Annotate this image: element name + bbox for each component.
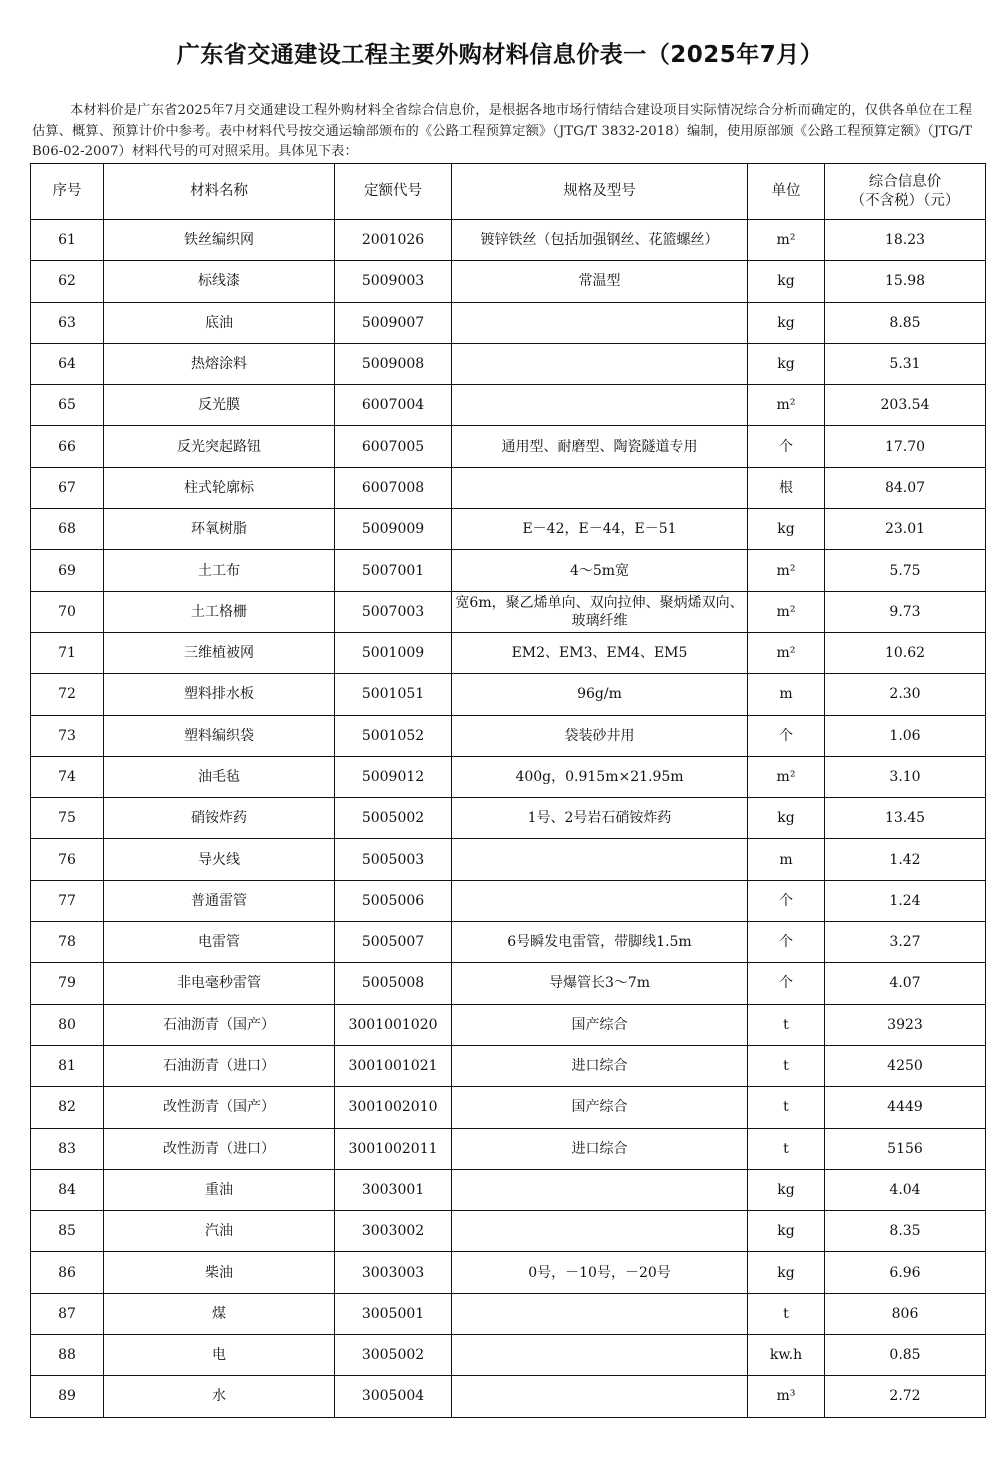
cell-spec: 进口综合 <box>452 1128 748 1169</box>
cell-unit: t <box>748 1004 825 1045</box>
table-row <box>31 1004 986 1045</box>
cell-price: 5156 <box>825 1128 986 1169</box>
cell-spec: 常温型 <box>452 261 748 302</box>
cell-name: 汽油 <box>104 1211 335 1252</box>
table-row <box>31 385 986 426</box>
cell-code: 5007001 <box>335 550 452 591</box>
cell-seq: 81 <box>31 1045 104 1086</box>
cell-seq: 62 <box>31 261 104 302</box>
cell-price: 4.07 <box>825 963 986 1004</box>
cell-spec: 国产综合 <box>452 1004 748 1045</box>
cell-price: 4.04 <box>825 1169 986 1210</box>
cell-name: 石油沥青（进口） <box>104 1045 335 1086</box>
cell-code: 5005006 <box>335 880 452 921</box>
cell-price: 4449 <box>825 1087 986 1128</box>
cell-name: 石油沥青（国产） <box>104 1004 335 1045</box>
cell-price: 2.72 <box>825 1376 986 1417</box>
cell-seq: 67 <box>31 467 104 508</box>
cell-code: 5005008 <box>335 963 452 1004</box>
cell-seq: 80 <box>31 1004 104 1045</box>
cell-price: 5.31 <box>825 343 986 384</box>
cell-code: 5005002 <box>335 798 452 839</box>
cell-unit: kw.h <box>748 1335 825 1376</box>
header-name: 材料名称 <box>104 164 335 220</box>
cell-unit: kg <box>748 261 825 302</box>
cell-seq: 88 <box>31 1335 104 1376</box>
cell-price: 3.27 <box>825 922 986 963</box>
cell-code: 5009012 <box>335 756 452 797</box>
cell-seq: 75 <box>31 798 104 839</box>
cell-spec: 0号，－10号，－20号 <box>452 1252 748 1293</box>
table-row <box>31 1252 986 1293</box>
header-price-line2: （不含税）（元） <box>850 192 960 209</box>
cell-unit: kg <box>748 302 825 343</box>
cell-unit: m <box>748 674 825 715</box>
cell-price: 0.85 <box>825 1335 986 1376</box>
cell-unit: m² <box>748 591 825 632</box>
header-price <box>825 164 986 220</box>
cell-name: 水 <box>104 1376 335 1417</box>
cell-code: 3003002 <box>335 1211 452 1252</box>
cell-spec: 96g/m <box>452 674 748 715</box>
cell-name: 塑料编织袋 <box>104 715 335 756</box>
cell-code: 2001026 <box>335 220 452 261</box>
cell-spec: 宽6m，聚乙烯单向、双向拉伸、聚炳烯双向、玻璃纤维 <box>452 591 748 632</box>
cell-code: 3003001 <box>335 1169 452 1210</box>
cell-name: 反光膜 <box>104 385 335 426</box>
cell-unit: kg <box>748 1169 825 1210</box>
cell-spec: 导爆管长3～7m <box>452 963 748 1004</box>
table-row <box>31 550 986 591</box>
cell-price: 23.01 <box>825 509 986 550</box>
table-row <box>31 963 986 1004</box>
cell-unit: m² <box>748 756 825 797</box>
cell-seq: 82 <box>31 1087 104 1128</box>
table-row <box>31 880 986 921</box>
header-price-line1: 综合信息价 <box>868 173 942 190</box>
cell-code: 6007004 <box>335 385 452 426</box>
cell-price: 4250 <box>825 1045 986 1086</box>
cell-unit: m <box>748 839 825 880</box>
cell-code: 5001009 <box>335 632 452 673</box>
cell-code: 3001002010 <box>335 1087 452 1128</box>
cell-name: 底油 <box>104 302 335 343</box>
cell-price: 5.75 <box>825 550 986 591</box>
cell-spec: 400g，0.915m×21.95m <box>452 756 748 797</box>
cell-code: 5001051 <box>335 674 452 715</box>
cell-price: 8.85 <box>825 302 986 343</box>
cell-code: 3005004 <box>335 1376 452 1417</box>
cell-name: 热熔涂料 <box>104 343 335 384</box>
page-title: 广东省交通建设工程主要外购材料信息价表一（2025年7月） <box>176 42 824 68</box>
cell-spec <box>452 1376 748 1417</box>
header-spec: 规格及型号 <box>452 164 748 220</box>
cell-spec <box>452 302 748 343</box>
table-row <box>31 632 986 673</box>
cell-spec <box>452 1211 748 1252</box>
cell-unit: 个 <box>748 426 825 467</box>
cell-name: 反光突起路钮 <box>104 426 335 467</box>
cell-seq: 84 <box>31 1169 104 1210</box>
cell-name: 土工格栅 <box>104 591 335 632</box>
cell-code: 6007005 <box>335 426 452 467</box>
cell-name: 三维植被网 <box>104 632 335 673</box>
cell-seq: 69 <box>31 550 104 591</box>
cell-price: 203.54 <box>825 385 986 426</box>
cell-unit: 个 <box>748 715 825 756</box>
cell-price: 3.10 <box>825 756 986 797</box>
table-row <box>31 715 986 756</box>
cell-price: 84.07 <box>825 467 986 508</box>
cell-name: 环氧树脂 <box>104 509 335 550</box>
cell-spec: 袋装砂井用 <box>452 715 748 756</box>
table-row <box>31 467 986 508</box>
cell-name: 油毛毡 <box>104 756 335 797</box>
table-row <box>31 1128 986 1169</box>
cell-code: 5005007 <box>335 922 452 963</box>
cell-name: 电 <box>104 1335 335 1376</box>
cell-code: 5009007 <box>335 302 452 343</box>
cell-unit: kg <box>748 1252 825 1293</box>
cell-spec <box>452 1335 748 1376</box>
cell-unit: t <box>748 1128 825 1169</box>
cell-name: 铁丝编织网 <box>104 220 335 261</box>
cell-spec: 进口综合 <box>452 1045 748 1086</box>
cell-seq: 86 <box>31 1252 104 1293</box>
table-row <box>31 1045 986 1086</box>
cell-spec <box>452 385 748 426</box>
cell-spec: 4～5m宽 <box>452 550 748 591</box>
table-row <box>31 426 986 467</box>
cell-name: 非电毫秒雷管 <box>104 963 335 1004</box>
cell-seq: 64 <box>31 343 104 384</box>
table-row <box>31 1376 986 1417</box>
cell-code: 3005001 <box>335 1293 452 1334</box>
table-row <box>31 1169 986 1210</box>
cell-seq: 70 <box>31 591 104 632</box>
cell-unit: t <box>748 1087 825 1128</box>
cell-seq: 87 <box>31 1293 104 1334</box>
cell-seq: 83 <box>31 1128 104 1169</box>
cell-unit: t <box>748 1293 825 1334</box>
cell-unit: 根 <box>748 467 825 508</box>
cell-spec: EM2、EM3、EM4、EM5 <box>452 632 748 673</box>
cell-seq: 66 <box>31 426 104 467</box>
cell-code: 6007008 <box>335 467 452 508</box>
cell-seq: 71 <box>31 632 104 673</box>
table-row <box>31 509 986 550</box>
cell-unit: m² <box>748 632 825 673</box>
cell-seq: 89 <box>31 1376 104 1417</box>
cell-seq: 63 <box>31 302 104 343</box>
cell-price: 9.73 <box>825 591 986 632</box>
cell-spec <box>452 880 748 921</box>
cell-unit: m² <box>748 385 825 426</box>
cell-code: 5005003 <box>335 839 452 880</box>
header-seq: 序号 <box>31 164 104 220</box>
table-header-row <box>31 164 986 220</box>
cell-seq: 79 <box>31 963 104 1004</box>
cell-price: 13.45 <box>825 798 986 839</box>
cell-spec <box>452 343 748 384</box>
cell-code: 3001002011 <box>335 1128 452 1169</box>
cell-spec <box>452 839 748 880</box>
cell-spec: 1号、2号岩石硝铵炸药 <box>452 798 748 839</box>
cell-spec <box>452 1169 748 1210</box>
cell-seq: 78 <box>31 922 104 963</box>
cell-price: 3923 <box>825 1004 986 1045</box>
table-row <box>31 220 986 261</box>
cell-unit: 个 <box>748 963 825 1004</box>
cell-price: 1.24 <box>825 880 986 921</box>
cell-price: 10.62 <box>825 632 986 673</box>
cell-price: 2.30 <box>825 674 986 715</box>
cell-unit: t <box>748 1045 825 1086</box>
table-row <box>31 798 986 839</box>
cell-price: 8.35 <box>825 1211 986 1252</box>
cell-seq: 61 <box>31 220 104 261</box>
cell-code: 5007003 <box>335 591 452 632</box>
cell-unit: kg <box>748 798 825 839</box>
cell-name: 塑料排水板 <box>104 674 335 715</box>
cell-price: 15.98 <box>825 261 986 302</box>
cell-price: 6.96 <box>825 1252 986 1293</box>
cell-price: 1.42 <box>825 839 986 880</box>
cell-code: 5009009 <box>335 509 452 550</box>
cell-code: 3001001020 <box>335 1004 452 1045</box>
cell-seq: 68 <box>31 509 104 550</box>
cell-name: 重油 <box>104 1169 335 1210</box>
cell-code: 5001052 <box>335 715 452 756</box>
cell-name: 电雷管 <box>104 922 335 963</box>
header-unit: 单位 <box>748 164 825 220</box>
table-row <box>31 1335 986 1376</box>
cell-unit: 个 <box>748 880 825 921</box>
cell-name: 普通雷管 <box>104 880 335 921</box>
cell-unit: m² <box>748 550 825 591</box>
cell-spec: 镀锌铁丝（包括加强钢丝、花篮螺丝） <box>452 220 748 261</box>
cell-seq: 73 <box>31 715 104 756</box>
cell-spec <box>452 1293 748 1334</box>
table-row <box>31 1087 986 1128</box>
cell-spec: 通用型、耐磨型、陶瓷隧道专用 <box>452 426 748 467</box>
cell-seq: 76 <box>31 839 104 880</box>
table-row <box>31 922 986 963</box>
cell-unit: kg <box>748 343 825 384</box>
cell-unit: kg <box>748 509 825 550</box>
cell-seq: 77 <box>31 880 104 921</box>
cell-price: 18.23 <box>825 220 986 261</box>
header-code: 定额代号 <box>335 164 452 220</box>
table-row <box>31 1211 986 1252</box>
cell-spec: 6号瞬发电雷管，带脚线1.5m <box>452 922 748 963</box>
cell-unit: 个 <box>748 922 825 963</box>
cell-spec <box>452 467 748 508</box>
cell-unit: m³ <box>748 1376 825 1417</box>
table-row <box>31 756 986 797</box>
cell-price: 1.06 <box>825 715 986 756</box>
cell-name: 改性沥青（进口） <box>104 1128 335 1169</box>
cell-seq: 72 <box>31 674 104 715</box>
cell-name: 标线漆 <box>104 261 335 302</box>
cell-name: 硝铵炸药 <box>104 798 335 839</box>
cell-seq: 85 <box>31 1211 104 1252</box>
cell-unit: m² <box>748 220 825 261</box>
table-row <box>31 1293 986 1334</box>
cell-price: 17.70 <box>825 426 986 467</box>
cell-code: 5009003 <box>335 261 452 302</box>
cell-price: 806 <box>825 1293 986 1334</box>
cell-code: 3003003 <box>335 1252 452 1293</box>
table-row <box>31 343 986 384</box>
table-row <box>31 591 986 632</box>
cell-name: 改性沥青（国产） <box>104 1087 335 1128</box>
cell-code: 5009008 <box>335 343 452 384</box>
intro-paragraph: 本材料价是广东省2025年7月交通建设工程外购材料全省综合信息价，是根据各地市场行情结合建设项目实际情况综合分析而确定的，仅供各单位在工程估算、概算、预算计价中参考。表中材料代号按交通运输部颁布的《公路工程预算定额》（JTG/T 3832-2018）编制，使用原部颁《公路工程预算定额》（JTG/T B06-02-2007）材料代号的可对照采用。具体见下表： <box>32 103 972 160</box>
cell-code: 3001001021 <box>335 1045 452 1086</box>
table-row <box>31 261 986 302</box>
cell-name: 煤 <box>104 1293 335 1334</box>
cell-spec: E－42，E－44，E－51 <box>452 509 748 550</box>
price-table <box>30 163 986 1418</box>
cell-name: 土工布 <box>104 550 335 591</box>
cell-code: 3005002 <box>335 1335 452 1376</box>
table-body <box>31 220 986 1418</box>
cell-seq: 74 <box>31 756 104 797</box>
table-row <box>31 839 986 880</box>
cell-name: 柱式轮廓标 <box>104 467 335 508</box>
table-row <box>31 302 986 343</box>
cell-name: 导火线 <box>104 839 335 880</box>
cell-name: 柴油 <box>104 1252 335 1293</box>
cell-seq: 65 <box>31 385 104 426</box>
cell-unit: kg <box>748 1211 825 1252</box>
cell-spec: 国产综合 <box>452 1087 748 1128</box>
table-row <box>31 674 986 715</box>
